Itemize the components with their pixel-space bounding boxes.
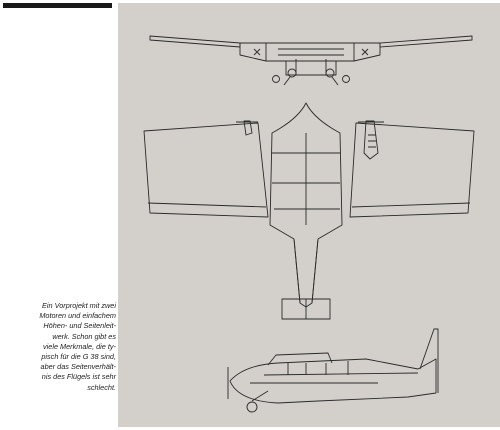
front-view <box>150 36 472 85</box>
caption-line: viele Merkmale, die ty- <box>43 341 116 351</box>
caption-line: pisch für die G 38 sind, <box>41 352 116 362</box>
caption-line: Höhen- und Seitenleit- <box>43 321 116 331</box>
caption-line: nis des Flügels ist sehr <box>41 372 116 382</box>
caption-line: aber das Seitenverhält- <box>40 362 116 372</box>
side-view <box>228 329 438 412</box>
caption-line: werk. Schon gibt es <box>52 331 116 341</box>
caption-line: schlecht. <box>87 382 116 392</box>
drawing-panel <box>118 3 500 427</box>
figure-caption <box>4 301 116 393</box>
caption-line: Motoren und einfachem <box>39 311 116 321</box>
header-rule <box>3 3 112 8</box>
top-view <box>144 103 474 319</box>
three-view-drawing <box>118 3 500 427</box>
caption-line: Ein Vorprojekt mit zwei <box>42 301 116 310</box>
